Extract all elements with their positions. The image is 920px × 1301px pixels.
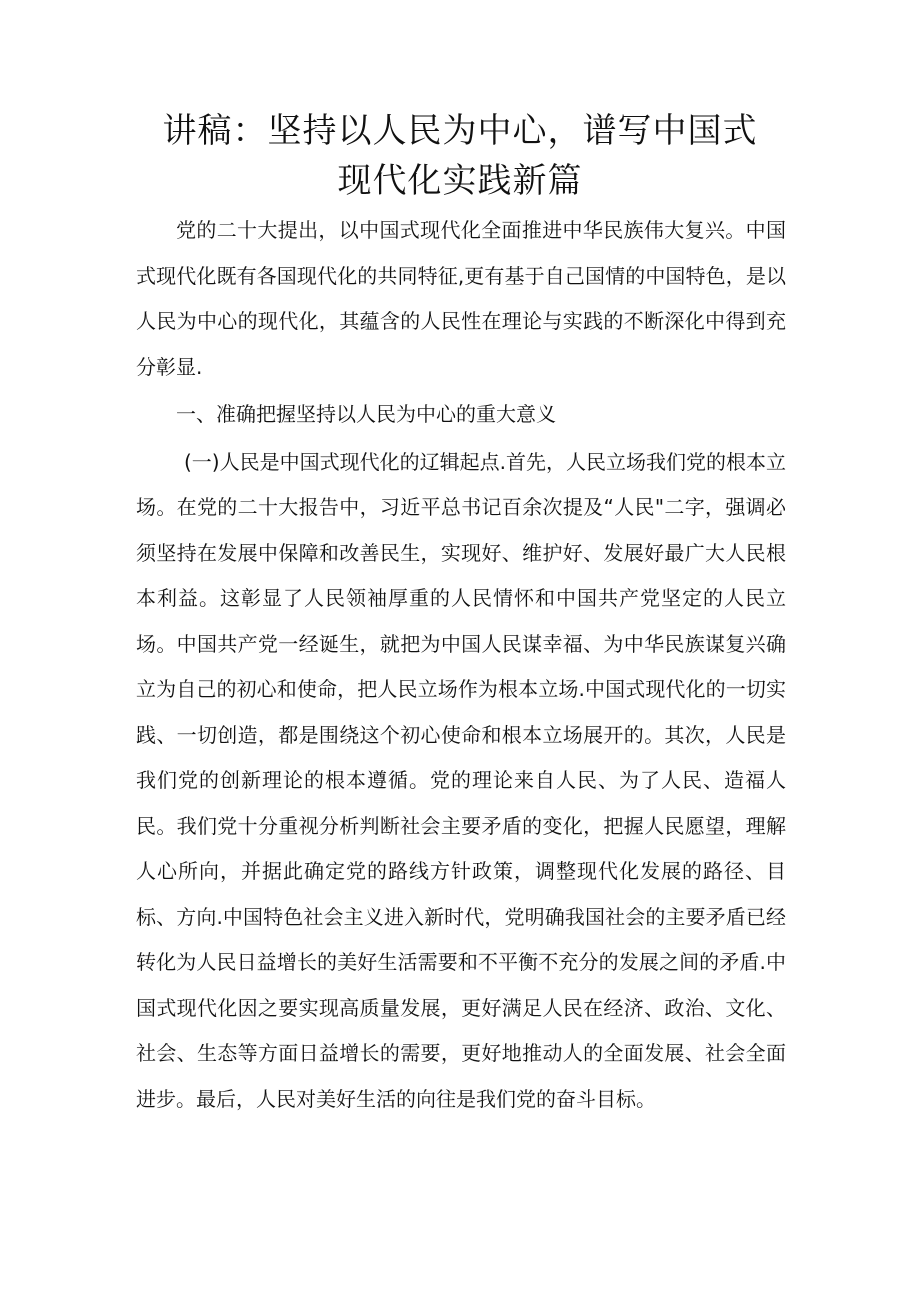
subsection-paragraph: (一)人民是中国式现代化的辽辑起点.首先，人民立场我们党的根本立场。在党的二十大报告中，习近平总书记百余次提及“人民"二字，强调必须坚持在发展中保障和改善民生，实现好、维护好、发展好最广大人民根本利益。这彰显了人民领袖厚重的人民情怀和中国共产党坚定的人民立场。中国共产党一经诞生，就把为中国人民谋幸福、为中华民族谋复兴确立为自己的初心和使命，把人民立场作为根本立场.中国式现代化的一切实践、一切创造，都是围绕这个初心使命和根本立场展开的。其次，人民是我们党的创新理论的根本遵循。党的理论来自人民、为了人民、造福人民。我们党十分重视分析判断社会主要矛盾的变化，把握人民愿望，理解人心所向，并据此确定党的路线方针政策，调整现代化发展的路径、目标、方向.中国特色社会主义进入新时代，党明确我国社会的主要矛盾已经转化为人民日益增长的美好生活需要和不平衡不充分的发展之间的矛盾.中国式现代化因之要实现高质量发展，更好满足人民在经济、政治、文化、社会、生态等方面日益增长的需要，更好地推动人的全面发展、社会全面进步。最后，人民对美好生活的向往是我们党的奋斗目标。 [136, 449, 786, 1111]
section-heading: 一、准确把握坚持以人民为中心的重大意义 [176, 402, 556, 426]
document-body [136, 208, 786, 1122]
document-title-line-2: 现代化实践新篇 [337, 161, 583, 201]
intro-paragraph: 党的二十大提出，以中国式现代化全面推进中华民族伟大复兴。中国式现代化既有各国现代化的共同特征,更有基于自己国情的中国特色，是以人民为中心的现代化，其蕴含的人民性在理论与实践的不断深化中得到充分彰显. [136, 218, 786, 379]
document-title-line-1: 讲稿：坚持以人民为中心，谱写中国式 [162, 111, 758, 151]
